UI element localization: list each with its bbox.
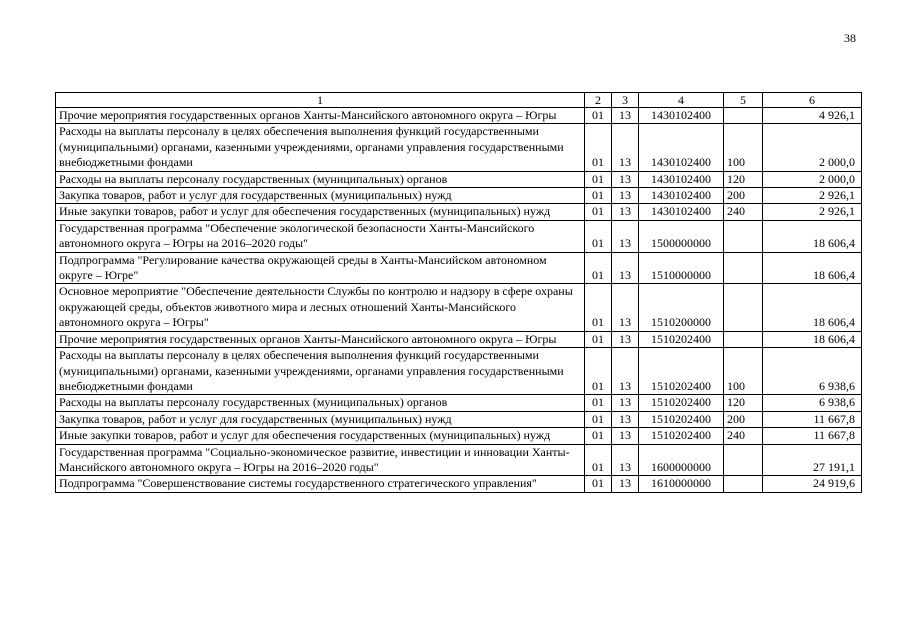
row-target-article: 1510000000 <box>639 252 724 284</box>
row-description: Закупка товаров, работ и услуг для государственных (муниципальных) нужд <box>56 188 585 204</box>
table-row <box>56 395 862 411</box>
row-description: Прочие мероприятия государственных органов Ханты-Мансийского автономного округа – Югры <box>56 108 585 124</box>
row-section: 01 <box>585 395 612 411</box>
row-description: Расходы на выплаты персоналу государственных (муниципальных) органов <box>56 395 585 411</box>
row-section: 01 <box>585 204 612 220</box>
row-description: Иные закупки товаров, работ и услуг для обеспечения государственных (муниципальных) нужд <box>56 428 585 444</box>
row-amount: 4 926,1 <box>763 108 862 124</box>
row-subsection: 13 <box>612 252 639 284</box>
row-expense-type: 200 <box>724 411 763 427</box>
row-section: 01 <box>585 108 612 124</box>
row-expense-type: 100 <box>724 124 763 171</box>
row-target-article: 1600000000 <box>639 444 724 476</box>
row-description: Государственная программа "Обеспечение экологической безопасности Ханты-Мансийского автономного округа – Югры на 2016–2020 годы" <box>56 220 585 252</box>
row-description: Прочие мероприятия государственных органов Ханты-Мансийского автономного округа – Югры <box>56 331 585 347</box>
row-expense-type <box>724 252 763 284</box>
row-subsection: 13 <box>612 171 639 187</box>
table-row <box>56 204 862 220</box>
table-row <box>56 252 862 284</box>
header-cell: 4 <box>639 93 724 108</box>
row-section: 01 <box>585 252 612 284</box>
table-row <box>56 220 862 252</box>
row-subsection: 13 <box>612 204 639 220</box>
row-target-article: 1510200000 <box>639 284 724 331</box>
row-amount: 24 919,6 <box>763 476 862 492</box>
row-amount: 27 191,1 <box>763 444 862 476</box>
row-target-article: 1510202400 <box>639 411 724 427</box>
row-subsection: 13 <box>612 476 639 492</box>
row-description: Подпрограмма "Совершенствование системы государственного стратегического управления" <box>56 476 585 492</box>
row-description: Расходы на выплаты персоналу в целях обеспечения выполнения функций государственными (муниципальными) органами, казенными учреждениями, органами управления государственными внебюджетными фондами <box>56 348 585 395</box>
table-row <box>56 284 862 331</box>
row-expense-type <box>724 331 763 347</box>
row-expense-type <box>724 444 763 476</box>
row-target-article: 1430102400 <box>639 124 724 171</box>
row-target-article: 1510202400 <box>639 428 724 444</box>
row-expense-type <box>724 108 763 124</box>
row-subsection: 13 <box>612 395 639 411</box>
row-subsection: 13 <box>612 411 639 427</box>
table-row <box>56 348 862 395</box>
row-subsection: 13 <box>612 444 639 476</box>
row-subsection: 13 <box>612 220 639 252</box>
table-row <box>56 411 862 427</box>
row-target-article: 1500000000 <box>639 220 724 252</box>
row-expense-type <box>724 284 763 331</box>
row-expense-type: 200 <box>724 188 763 204</box>
row-amount: 18 606,4 <box>763 252 862 284</box>
header-cell: 2 <box>585 93 612 108</box>
row-description: Расходы на выплаты персоналу государственных (муниципальных) органов <box>56 171 585 187</box>
row-description: Расходы на выплаты персоналу в целях обеспечения выполнения функций государственными (муниципальными) органами, казенными учреждениями, органами управления государственными внебюджетными фондами <box>56 124 585 171</box>
row-expense-type <box>724 476 763 492</box>
table-row <box>56 124 862 171</box>
row-section: 01 <box>585 348 612 395</box>
row-target-article: 1610000000 <box>639 476 724 492</box>
row-amount: 18 606,4 <box>763 331 862 347</box>
row-expense-type: 240 <box>724 428 763 444</box>
row-subsection: 13 <box>612 331 639 347</box>
row-amount: 2 926,1 <box>763 188 862 204</box>
row-section: 01 <box>585 171 612 187</box>
row-amount: 6 938,6 <box>763 395 862 411</box>
row-expense-type: 120 <box>724 395 763 411</box>
row-section: 01 <box>585 124 612 171</box>
row-expense-type: 120 <box>724 171 763 187</box>
table-row <box>56 444 862 476</box>
row-section: 01 <box>585 444 612 476</box>
row-amount: 6 938,6 <box>763 348 862 395</box>
row-expense-type: 100 <box>724 348 763 395</box>
row-description: Подпрограмма "Регулирование качества окружающей среды в Ханты-Мансийском автономном округе – Югре" <box>56 252 585 284</box>
row-subsection: 13 <box>612 108 639 124</box>
row-target-article: 1430102400 <box>639 108 724 124</box>
row-description: Закупка товаров, работ и услуг для государственных (муниципальных) нужд <box>56 411 585 427</box>
row-section: 01 <box>585 428 612 444</box>
row-amount: 2 926,1 <box>763 204 862 220</box>
row-section: 01 <box>585 476 612 492</box>
page-number: 38 <box>844 31 856 45</box>
row-target-article: 1430102400 <box>639 188 724 204</box>
header-row <box>56 93 862 108</box>
row-amount: 2 000,0 <box>763 124 862 171</box>
row-subsection: 13 <box>612 284 639 331</box>
row-section: 01 <box>585 284 612 331</box>
row-subsection: 13 <box>612 428 639 444</box>
table-row <box>56 188 862 204</box>
row-description: Основное мероприятие "Обеспечение деятельности Службы по контролю и надзору в сфере охраны окружающей среды, объектов животного мира и лесных отношений Ханты-Мансийского автономного округа – Югры" <box>56 284 585 331</box>
table-row <box>56 108 862 124</box>
row-amount: 2 000,0 <box>763 171 862 187</box>
row-expense-type: 240 <box>724 204 763 220</box>
row-section: 01 <box>585 331 612 347</box>
table-row <box>56 171 862 187</box>
row-description: Государственная программа "Социально-экономическое развитие, инвестиции и инновации Ханты-Мансийского автономного округа – Югры на 2016–2020 годы" <box>56 444 585 476</box>
row-target-article: 1430102400 <box>639 204 724 220</box>
row-target-article: 1430102400 <box>639 171 724 187</box>
header-cell: 6 <box>763 93 862 108</box>
row-amount: 18 606,4 <box>763 220 862 252</box>
row-subsection: 13 <box>612 124 639 171</box>
row-target-article: 1510202400 <box>639 348 724 395</box>
row-expense-type <box>724 220 763 252</box>
row-amount: 18 606,4 <box>763 284 862 331</box>
row-section: 01 <box>585 220 612 252</box>
row-subsection: 13 <box>612 188 639 204</box>
header-cell: 1 <box>56 93 585 108</box>
row-section: 01 <box>585 411 612 427</box>
header-cell: 3 <box>612 93 639 108</box>
table-row <box>56 331 862 347</box>
row-subsection: 13 <box>612 348 639 395</box>
row-section: 01 <box>585 188 612 204</box>
header-cell: 5 <box>724 93 763 108</box>
row-target-article: 1510202400 <box>639 395 724 411</box>
row-amount: 11 667,8 <box>763 428 862 444</box>
row-target-article: 1510202400 <box>639 331 724 347</box>
budget-table <box>55 92 862 493</box>
table-row <box>56 428 862 444</box>
table-row <box>56 476 862 492</box>
row-amount: 11 667,8 <box>763 411 862 427</box>
row-description: Иные закупки товаров, работ и услуг для обеспечения государственных (муниципальных) нужд <box>56 204 585 220</box>
